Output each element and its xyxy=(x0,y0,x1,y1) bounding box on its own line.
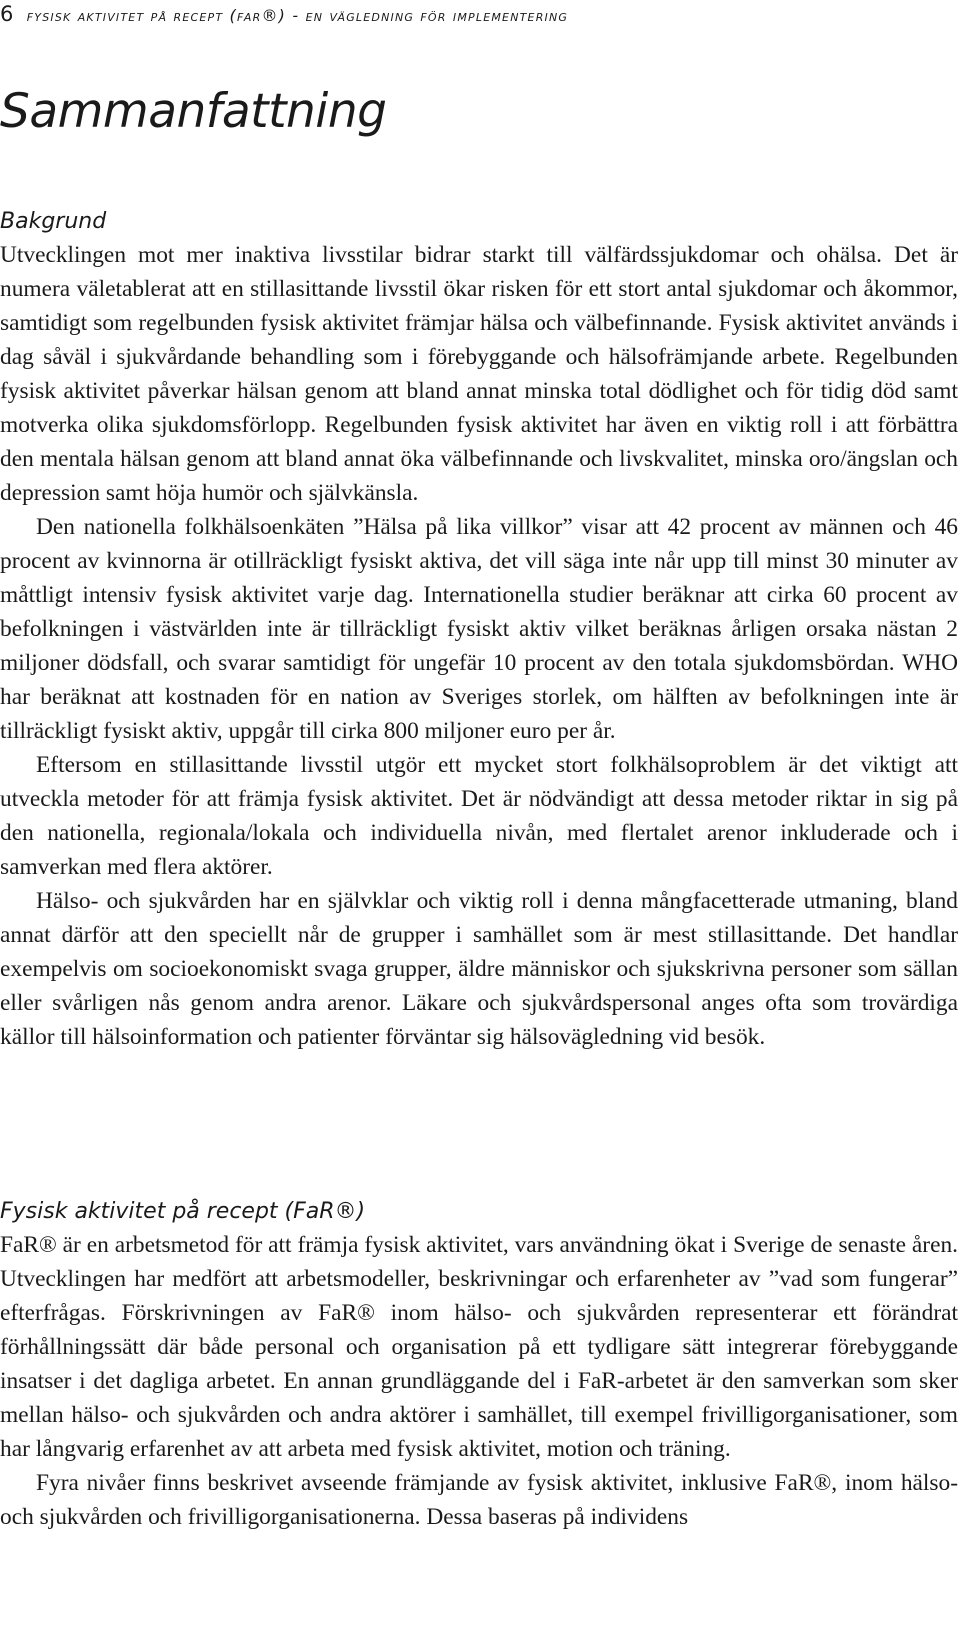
section-far xyxy=(0,1196,958,1534)
paragraph: Den nationella folkhälsoenkäten ”Hälsa på lika villkor” visar att 42 procent av männen och 46 procent av kvinnorna är otillräckligt fysiskt aktiva, det vill säga inte når upp till minst 30 minuter av måttligt intensiv fysisk aktivitet varje dag. Internationella studier beräknar att cirka 60 procent av befolkningen i västvärlden inte är tillräckligt fysiskt aktiv vilket beräknas årligen orsaka nästan 2 miljoner dödsfall, och svarar samtidigt för ungefär 10 procent av den totala sjukdomsbördan. WHO har beräknat att kostnaden för en nation av Sveriges storlek, om hälften av befolkningen inte är tillräckligt fysiskt aktiv, uppgår till cirka 800 miljoner euro per år. xyxy=(0,514,958,744)
paragraph: FaR® är en arbetsmetod för att främja fysisk aktivitet, vars användning ökat i Sverige de senaste åren. Utvecklingen har medfört att arbetsmodeller, beskrivningar och erfarenheter av ”vad som fungerar” efterfrågas. Förskrivningen av FaR® inom hälso- och sjukvården representerar ett förändrat förhållningssätt där både personal och organisation på ett tydligare sätt integrerar förebyggande insatser i det dagliga arbetet. En annan grundläggande del i FaR-arbetet är den samverkan som sker mellan hälso- och sjukvården och andra aktörer i samhället, till exempel frivilligorganisationer, som har långvarig erfarenhet av att arbeta med fysisk aktivitet, motion och träning. xyxy=(0,1232,958,1462)
paragraph: Eftersom en stillasittande livsstil utgör ett mycket stort folkhälsoproblem är det viktigt att utveckla metoder för att främja fysisk aktivitet. Det är nödvändigt att dessa metoder riktar in sig på den nationella, regionala/lokala och individuella nivån, med flertalet arenor inkluderade och i samverkan med flera aktörer. xyxy=(0,752,958,880)
section-heading: Bakgrund xyxy=(0,209,107,234)
chapter-title: Sammanfattning xyxy=(0,84,387,139)
running-header xyxy=(0,2,568,26)
section-bakgrund xyxy=(0,206,958,1054)
paragraph: Fyra nivåer finns beskrivet avseende främjande av fysisk aktivitet, inklusive FaR®, inom hälso- och sjukvården och frivilligorganisationerna. Dessa baseras på individens xyxy=(0,1470,958,1530)
paragraph: Hälso- och sjukvården har en självklar och viktig roll i denna mångfacetterade utmaning, bland annat därför att den speciellt når de grupper i samhället som är mest stillasittande. Det handlar exempelvis om socioekonomiskt svaga grupper, äldre människor och sjukskrivna personer som sällan eller svårligen nås genom andra arenor. Läkare och sjukvårdspersonal anges ofta som trovärdiga källor till hälsoinformation och patienter förväntar sig hälsovägledning vid besök. xyxy=(0,888,958,1050)
running-title: fysisk aktivitet på recept (far®) - en vägledning för implementering xyxy=(26,6,569,25)
paragraph: Utvecklingen mot mer inaktiva livsstilar bidrar starkt till välfärdssjukdomar och ohälsa. Det är numera väletablerat att en stillasittande livsstil ökar risken för ett stort antal sjukdomar och åkommor, samtidigt som regelbunden fysisk aktivitet främjar hälsa och välbefinnande. Fysisk aktivitet används i dag såväl i sjukvårdande behandling som i förebyggande och hälsofrämjande arbete. Regelbunden fysisk aktivitet påverkar hälsan genom att bland annat minska total dödlighet och för tidig död samt motverka olika sjukdomsförlopp. Regelbunden fysisk aktivitet har även en viktig roll i att förbättra den mentala hälsan genom att bland annat öka välbefinnande och livskvalitet, minska oro/ängslan och depression samt höja humör och självkänsla. xyxy=(0,242,958,506)
page-number: 6 xyxy=(0,2,14,26)
section-heading: Fysisk aktivitet på recept (FaR®) xyxy=(0,1199,366,1224)
